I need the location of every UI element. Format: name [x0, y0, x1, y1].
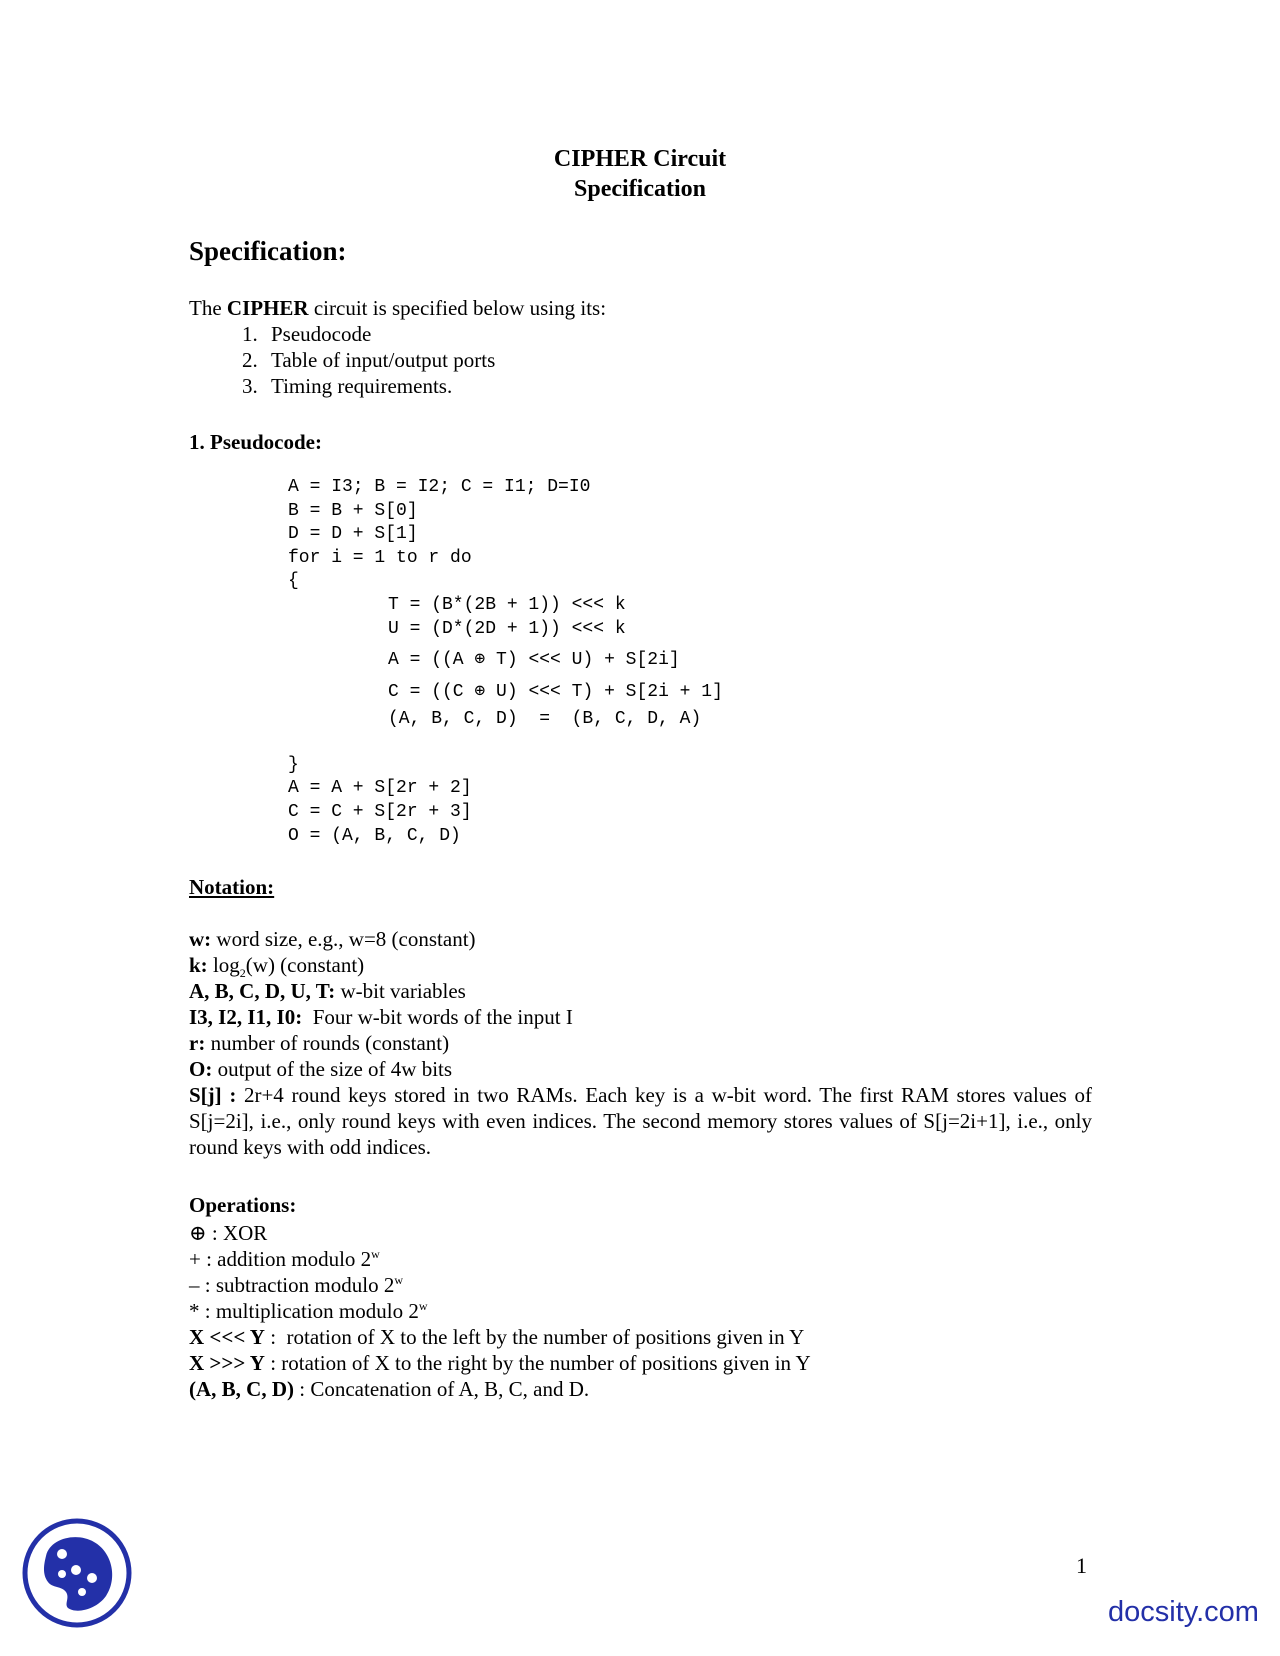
code-line: A = ((A ⊕ T) <<< U) + S[2i] [388, 650, 680, 670]
intro-paragraph [189, 295, 1092, 399]
intro-suffix: circuit is specified below using its: [308, 296, 607, 320]
notation-list [189, 926, 1092, 1160]
intro-prefix: The [189, 296, 227, 320]
superscript: w [371, 1247, 380, 1261]
notation-term: O: [189, 1057, 213, 1081]
notation-text: number of rounds (constant) [205, 1031, 450, 1055]
code-line: { [288, 571, 299, 591]
code-line: B = B + S[0] [288, 501, 418, 521]
notation-item [189, 978, 1092, 1004]
operation-text: : subtraction modulo 2 [199, 1273, 395, 1297]
notation-item [189, 1004, 1092, 1030]
notation-text: Four w-bit words of the input I [302, 1005, 573, 1029]
notation-text: word size, e.g., w=8 (constant) [211, 927, 476, 951]
operation-symbol: – [189, 1273, 200, 1297]
operation-item [189, 1324, 1092, 1350]
document-title: CIPHER Circuit [553, 146, 727, 172]
code-line: } [288, 755, 299, 775]
docsity-brand-link[interactable]: docsity.com [1108, 1596, 1259, 1628]
operation-text: : XOR [206, 1221, 268, 1245]
docsity-logo-icon[interactable] [22, 1518, 132, 1628]
intro-list [189, 321, 1092, 399]
intro-sentence [189, 295, 1092, 321]
pseudocode-heading: 1. Pseudocode: [189, 430, 322, 454]
intro-bold: CIPHER [226, 296, 309, 320]
code-line: O = (A, B, C, D) [288, 826, 461, 846]
code-line: U = (D*(2D + 1)) <<< k [388, 619, 626, 639]
subscript: 2 [239, 966, 246, 981]
section-heading: Specification: [189, 236, 347, 266]
notation-item [189, 926, 1092, 952]
notation-text: output of the size of 4w bits [212, 1057, 453, 1081]
operation-term: X >>> Y [189, 1351, 265, 1375]
document-subtitle: Specification [574, 176, 706, 202]
operation-symbol: * [189, 1299, 200, 1323]
operation-item [189, 1246, 1092, 1272]
notation-text: w-bit variables [335, 979, 466, 1003]
code-line: (A, B, C, D) = (B, C, D, A) [388, 709, 702, 729]
notation-text: log [207, 953, 240, 977]
notation-heading: Notation: [189, 875, 275, 899]
code-line: T = (B*(2B + 1)) <<< k [388, 595, 626, 615]
operation-text: : rotation of X to the left by the number of positions given in Y [264, 1325, 805, 1349]
notation-item [189, 1082, 1092, 1160]
title-block [0, 144, 1280, 204]
superscript: w [394, 1273, 403, 1287]
code-line: A = I3; B = I2; C = I1; D=I0 [288, 477, 591, 497]
notation-term: r: [189, 1031, 206, 1055]
operations-heading: Operations: [189, 1193, 297, 1217]
code-line: C = ((C ⊕ U) <<< T) + S[2i + 1] [388, 682, 723, 702]
operation-item [189, 1220, 1092, 1246]
operation-item [189, 1376, 1092, 1402]
operation-term: (A, B, C, D) [189, 1377, 294, 1401]
notation-term: A, B, C, D, U, T: [189, 979, 336, 1003]
operation-text: : addition modulo 2 [200, 1247, 372, 1271]
operation-item [189, 1350, 1092, 1376]
list-item: 3. Timing requirements. [263, 373, 1092, 399]
notation-term: S[j] : [189, 1083, 237, 1107]
notation-term: w: [189, 927, 212, 951]
operations-list [189, 1220, 1092, 1402]
code-line: C = C + S[2r + 3] [288, 802, 472, 822]
list-item: 1. Pseudocode [263, 321, 1092, 347]
notation-item [189, 1030, 1092, 1056]
page-number: 1 [1076, 1553, 1087, 1578]
notation-term: k: [189, 953, 208, 977]
operation-text: : rotation of X to the right by the number of positions given in Y [264, 1351, 811, 1375]
notation-text: 2r+4 round keys stored in two RAMs. Each key is a w-bit word. The first RAM stores values of S[j=2i], i.e., only round keys with even indices. The second memory stores values of S[j=2i+1], i.e., only round keys with odd indices. [189, 1083, 1092, 1159]
superscript: w [418, 1299, 428, 1313]
notation-item [189, 1056, 1092, 1082]
code-line: for i = 1 to r do [288, 548, 472, 568]
list-item: 2. Table of input/output ports [263, 347, 1092, 373]
notation-item [189, 952, 1092, 981]
operation-symbol: + [189, 1247, 201, 1271]
operation-text: : multiplication modulo 2 [199, 1299, 419, 1323]
operation-item [189, 1298, 1092, 1324]
code-line: A = A + S[2r + 2] [288, 778, 472, 798]
operation-item [189, 1272, 1092, 1298]
operation-symbol: ⊕ [189, 1221, 207, 1245]
notation-text: (w) (constant) [245, 953, 365, 977]
operation-term: X <<< Y [189, 1325, 265, 1349]
notation-term: I3, I2, I1, I0: [189, 1005, 303, 1029]
operation-text: : Concatenation of A, B, C, and D. [294, 1377, 590, 1401]
code-line: D = D + S[1] [288, 524, 418, 544]
